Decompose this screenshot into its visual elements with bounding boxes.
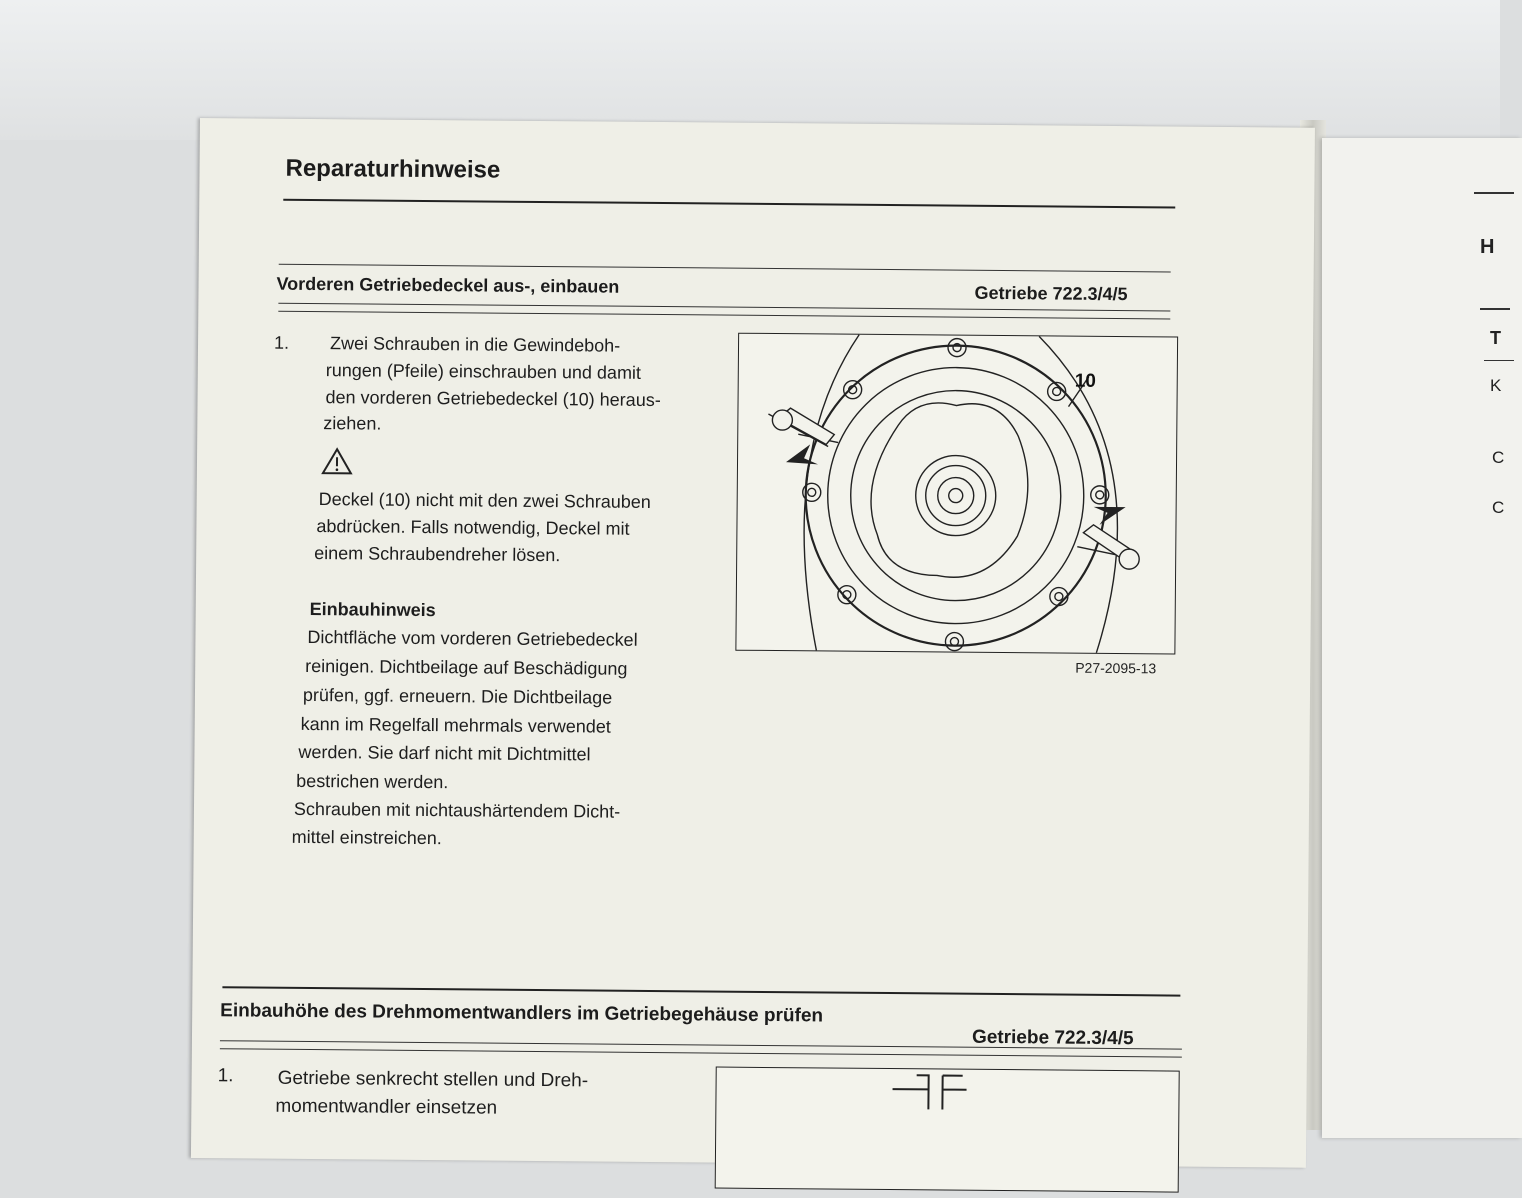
step-text-line: Zwei Schrauben in die Gewindeboh- bbox=[330, 329, 620, 360]
note-title: Einbauhinweis bbox=[310, 595, 436, 624]
note-text-line: bestrichen werden. bbox=[296, 767, 448, 796]
section1-title: Vorderen Getriebedeckel aus-, einbauen bbox=[276, 274, 619, 298]
note-text-line: werden. Sie darf nicht mit Dichtmittel bbox=[298, 738, 590, 769]
figure-caption: P27-2095-13 bbox=[1075, 660, 1156, 677]
next-page-letter: T bbox=[1490, 328, 1501, 349]
note-text-line: kann im Regelfall mehrmals verwendet bbox=[301, 710, 611, 741]
step-text-line: den vorderen Getriebedeckel (10) heraus- bbox=[325, 383, 660, 414]
section2-rule bbox=[220, 1048, 1182, 1057]
step-number: 1. bbox=[274, 329, 289, 357]
warning-triangle-icon bbox=[321, 447, 353, 475]
section1-rule bbox=[278, 311, 1170, 320]
page-title: Reparaturhinweise bbox=[285, 155, 500, 185]
cover-diagram bbox=[735, 333, 1178, 655]
step-text-line: Getriebe senkrecht stellen und Dreh- bbox=[277, 1065, 588, 1096]
note-text-line: reinigen. Dichtbeilage auf Beschädigung bbox=[305, 652, 627, 683]
section1-gearbox: Getriebe 722.3/4/5 bbox=[974, 283, 1127, 305]
section2-title: Einbauhöhe des Drehmomentwandlers im Getriebegehäuse prüfen bbox=[220, 1000, 823, 1027]
next-page-letter: H bbox=[1480, 236, 1494, 259]
next-page-letter: C bbox=[1492, 498, 1504, 518]
note-text-line: mittel einstreichen. bbox=[292, 823, 442, 852]
note-text-line: prüfen, ggf. erneuern. Die Dichtbeilage bbox=[303, 681, 612, 712]
next-page-rule bbox=[1484, 360, 1514, 361]
manual-page bbox=[191, 118, 1315, 1168]
next-page bbox=[1322, 138, 1522, 1138]
step-text-line: rungen (Pfeile) einschrauben und damit bbox=[326, 356, 641, 387]
note-text-line: Schrauben mit nichtaushärtendem Dicht- bbox=[294, 795, 620, 826]
next-page-rule bbox=[1474, 192, 1514, 194]
cover-diagram-drawing bbox=[736, 334, 1177, 654]
step-text-line: ziehen. bbox=[323, 409, 381, 438]
figure-callout-label: 10 bbox=[1075, 371, 1096, 392]
step-text-line: momentwandler einsetzen bbox=[275, 1093, 497, 1123]
converter-diagram bbox=[715, 1067, 1180, 1193]
section2-top-rule bbox=[222, 986, 1180, 996]
next-page-letter: C bbox=[1492, 448, 1504, 468]
section2-gearbox: Getriebe 722.3/4/5 bbox=[972, 1027, 1134, 1050]
next-page-rule bbox=[1480, 308, 1510, 310]
section1-top-rule bbox=[279, 264, 1171, 273]
warning-text-line: Deckel (10) nicht mit den zwei Schrauben bbox=[319, 485, 651, 516]
next-page-letter: K bbox=[1490, 376, 1501, 396]
step-number: 1. bbox=[218, 1062, 234, 1090]
note-text-line: Dichtfläche vom vorderen Getriebedeckel bbox=[307, 623, 637, 654]
title-rule bbox=[283, 199, 1175, 209]
warning-text-line: abdrücken. Falls notwendig, Deckel mit bbox=[316, 512, 629, 543]
converter-diagram-drawing bbox=[716, 1068, 1179, 1192]
warning-text-line: einem Schraubendreher lösen. bbox=[314, 539, 560, 569]
